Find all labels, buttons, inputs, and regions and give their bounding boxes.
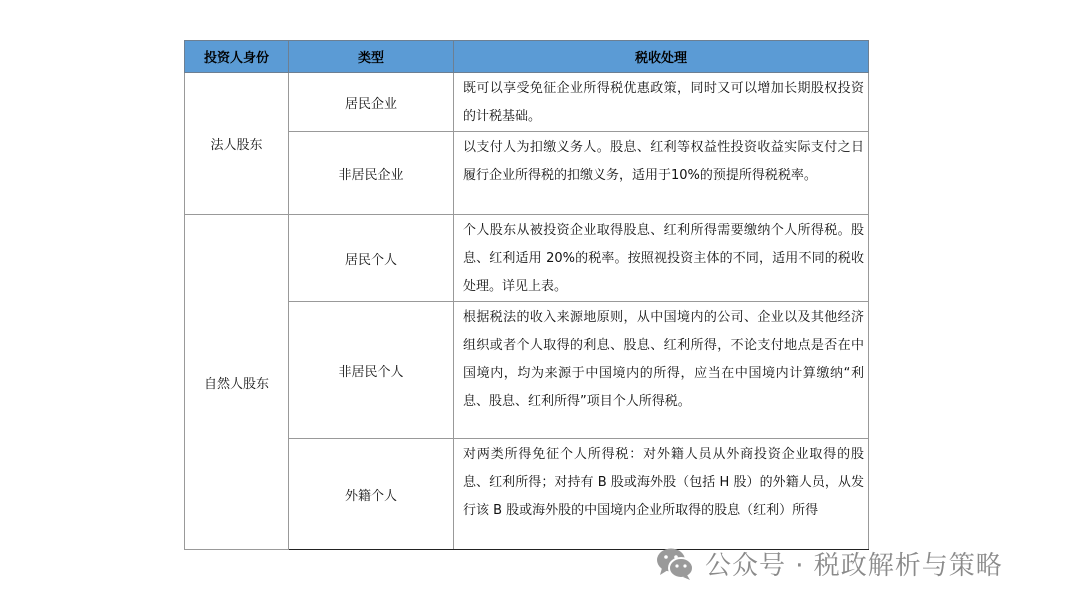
treatment-text: 根据税法的收入来源地原则，从中国境内的公司、企业以及其他经济组织或者个人取得的利息、股息、红利所得，不论支付地点是否在中国境内，均为来源于中国境内的所得，应当在中国境内计算缴纳“利息、股息、红利所得”项目个人所得税。 xyxy=(463,310,864,409)
type-cell: 外籍个人 xyxy=(289,439,454,550)
treatment-cell xyxy=(454,302,869,439)
tax-treatment-table xyxy=(184,40,869,550)
header-type: 类型 xyxy=(289,41,454,73)
table-row xyxy=(185,73,869,132)
type-cell: 非居民企业 xyxy=(289,132,454,215)
treatment-text: 对两类所得免征个人所得税：对外籍人员从外商投资企业取得的股息、红利所得；对持有 B 股或海外股（包括 H 股）的外籍人员，从发行该 B 股或海外股的中国境内企业所取得的股息（红利）所得 xyxy=(463,447,864,518)
investor-natural-person: 自然人股东 xyxy=(185,215,289,550)
header-treatment: 税收处理 xyxy=(454,41,869,73)
type-cell: 居民企业 xyxy=(289,73,454,132)
treatment-text: 既可以享受免征企业所得税优惠政策，同时又可以增加长期股权投资的计税基础。 xyxy=(463,81,864,124)
header-investor: 投资人身份 xyxy=(185,41,289,73)
table-row xyxy=(185,215,869,302)
wechat-watermark xyxy=(655,545,1003,582)
treatment-text: 个人股东从被投资企业取得股息、红利所得需要缴纳个人所得税。股息、红利适用 20%的税率。按照视投资主体的不同，适用不同的税收处理。详见上表。 xyxy=(463,223,864,294)
type-cell: 非居民个人 xyxy=(289,302,454,439)
treatment-cell xyxy=(454,215,869,302)
treatment-cell xyxy=(454,132,869,215)
treatment-text: 以支付人为扣缴义务人。股息、红利等权益性投资收益实际支付之日履行企业所得税的扣缴义务，适用于10%的预提所得税税率。 xyxy=(463,140,864,183)
watermark-text: 公众号 · 税政解析与策略 xyxy=(705,551,1003,581)
wechat-icon xyxy=(655,546,695,582)
table-header-row xyxy=(185,41,869,73)
treatment-cell xyxy=(454,73,869,132)
investor-legal-person: 法人股东 xyxy=(185,73,289,215)
type-cell: 居民个人 xyxy=(289,215,454,302)
treatment-cell xyxy=(454,439,869,550)
